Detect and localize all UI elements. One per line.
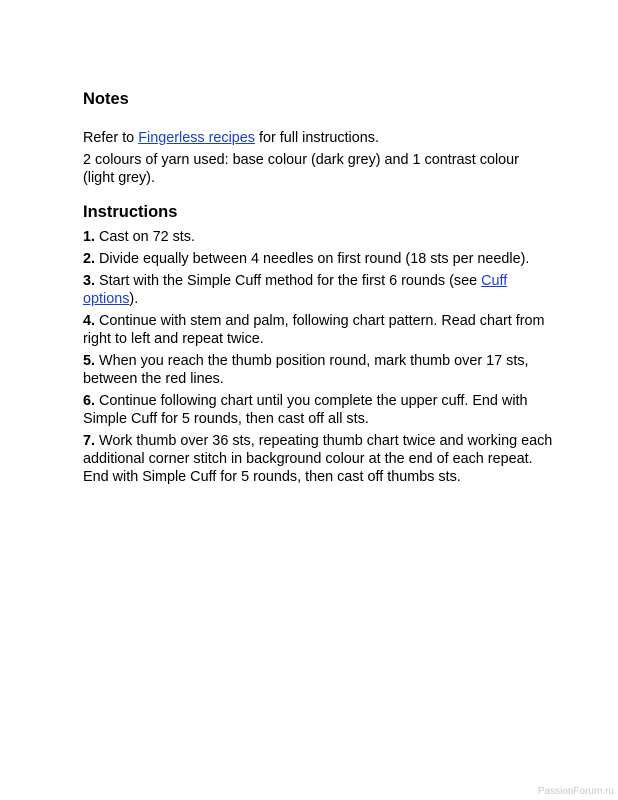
fingerless-recipes-link[interactable]: Fingerless recipes <box>138 130 255 146</box>
step-1 <box>83 228 553 246</box>
notes-reference-after: for full instructions. <box>254 130 379 146</box>
step-2 <box>83 250 553 268</box>
step-text: Continue with stem and palm, following chart pattern. Read chart from right to left and repeat twice. <box>83 313 545 347</box>
cuff-options-link[interactable]: Cuff options <box>83 273 508 307</box>
instructions-heading: Instructions <box>83 203 178 221</box>
document-body <box>83 88 553 490</box>
step-text: When you reach the thumb position round, mark thumb over 17 sts, between the red lines. <box>83 353 529 387</box>
step-3 <box>83 272 553 308</box>
step-text: Continue following chart until you complete the upper cuff. End with Simple Cuff for 5 rounds, then cast off all sts. <box>83 393 528 427</box>
step-number: 2. <box>83 251 96 267</box>
step-number: 5. <box>83 353 96 369</box>
notes-reference-before: Refer to <box>83 130 139 146</box>
step-5 <box>83 352 553 388</box>
step-number: 7. <box>83 433 96 449</box>
notes-reference <box>83 129 553 147</box>
step-6 <box>83 392 553 428</box>
step-4 <box>83 312 553 348</box>
step-number: 1. <box>83 229 96 245</box>
step-7 <box>83 432 553 486</box>
step-number: 6. <box>83 393 96 409</box>
step-text: Divide equally between 4 needles on first round (18 sts per needle). <box>95 251 530 267</box>
notes-yarn: 2 colours of yarn used: base colour (dark grey) and 1 contrast colour (light grey). <box>83 152 519 186</box>
step-number: 3. <box>83 273 96 289</box>
step-text: Start with the Simple Cuff method for the first 6 rounds (see <box>95 273 482 289</box>
step-text: Cast on 72 sts. <box>95 229 195 245</box>
step-text-after: ). <box>129 291 139 307</box>
watermark: PassionForum.ru <box>537 786 614 797</box>
step-text: Work thumb over 36 sts, repeating thumb chart twice and working each additional corner stitch in background colour at the end of each repeat. End with Simple Cuff for 5 rounds, then cast off thumbs sts. <box>83 433 553 485</box>
notes-heading: Notes <box>83 90 129 108</box>
step-number: 4. <box>83 313 96 329</box>
